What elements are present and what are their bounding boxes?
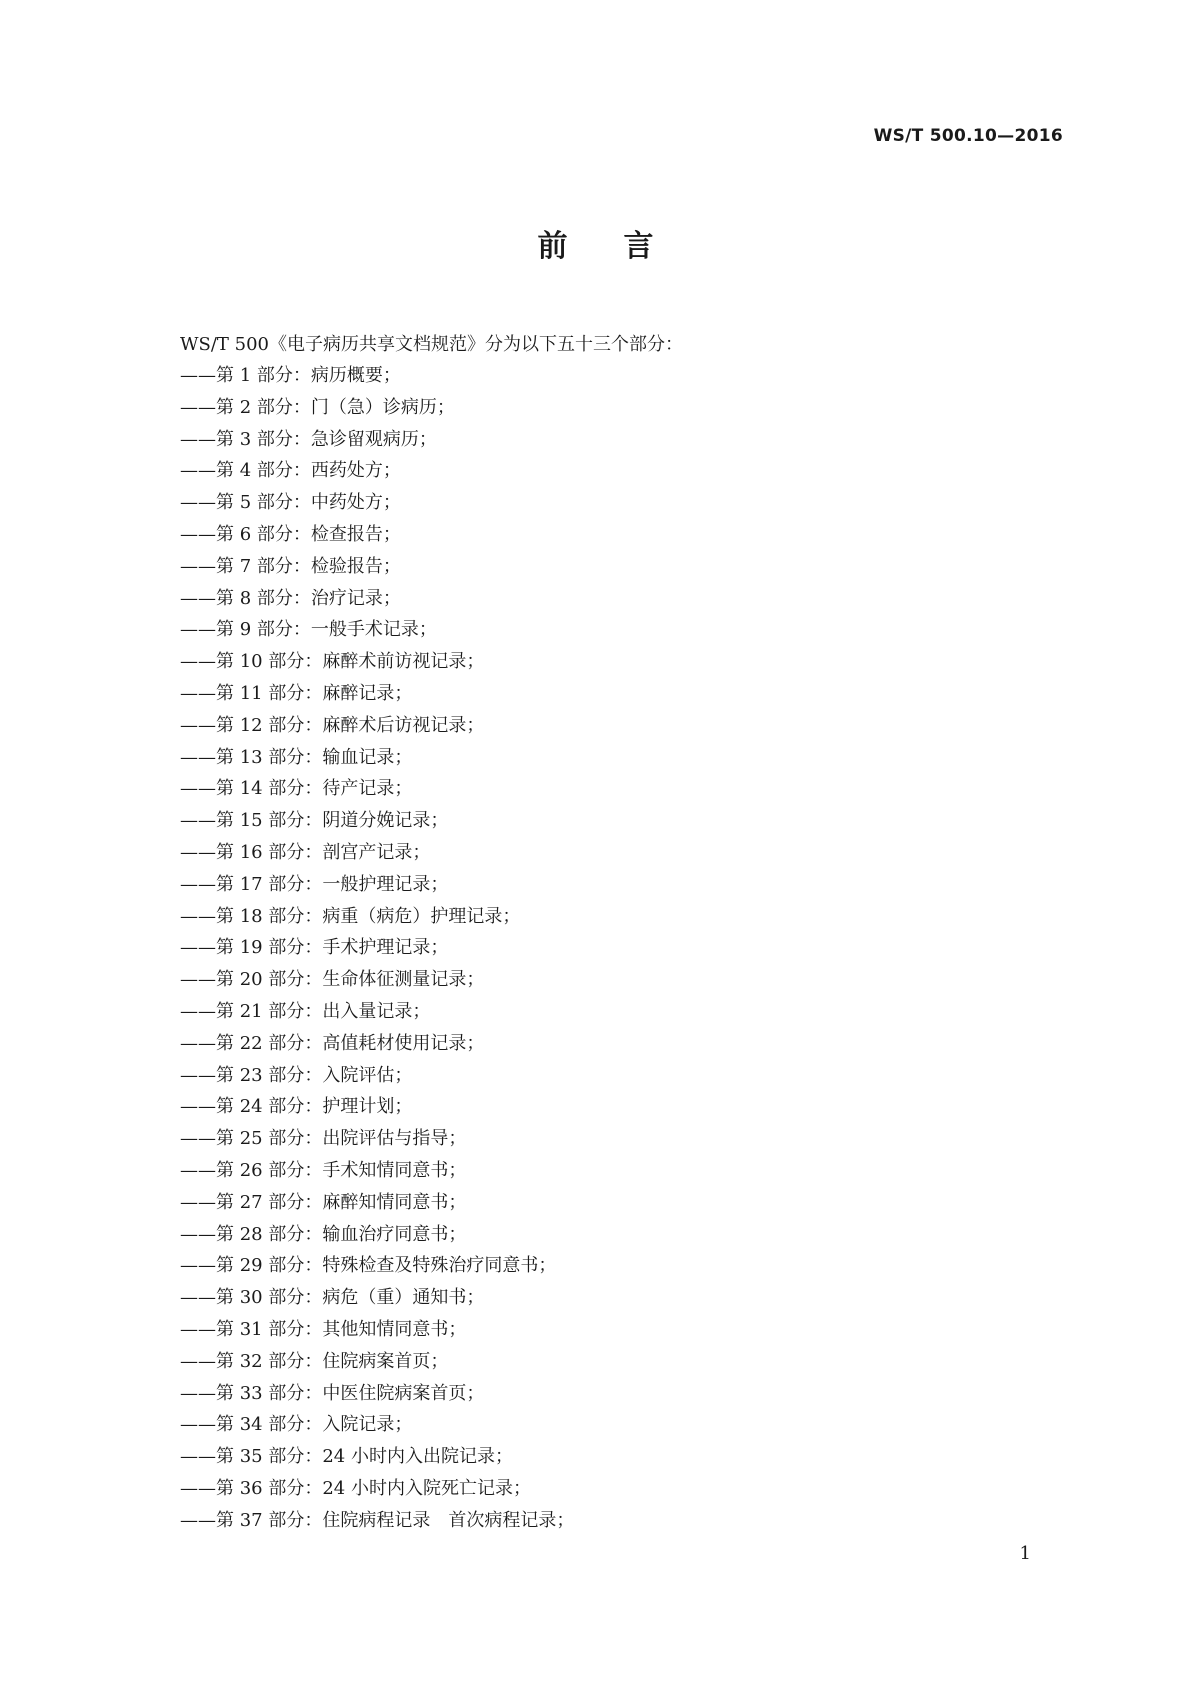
page-title: 前言 — [537, 229, 710, 264]
list-item: ——第 28 部分：输血治疗同意书； — [180, 1223, 467, 1245]
list-item: ——第 34 部分：入院记录； — [180, 1414, 413, 1436]
list-item: ——第 24 部分：护理计划； — [180, 1096, 413, 1118]
list-item: ——第 7 部分：检验报告； — [180, 555, 401, 577]
list-item: ——第 11 部分：麻醉记录； — [180, 682, 413, 704]
list-item: ——第 19 部分：手术护理记录； — [180, 937, 449, 959]
parts-list — [180, 365, 574, 1541]
list-item: ——第 10 部分：麻醉术前访视记录； — [180, 651, 485, 673]
list-item: ——第 17 部分：一般护理记录； — [180, 873, 449, 895]
list-item: ——第 31 部分：其他知情同意书； — [180, 1318, 467, 1340]
list-item: ——第 29 部分：特殊检查及特殊治疗同意书； — [180, 1255, 557, 1277]
list-item: ——第 3 部分：急诊留观病历； — [180, 428, 437, 450]
list-item: ——第 14 部分：待产记录； — [180, 778, 413, 800]
list-item: ——第 32 部分：住院病案首页； — [180, 1350, 449, 1372]
list-item: ——第 27 部分：麻醉知情同意书； — [180, 1191, 467, 1213]
list-item: ——第 9 部分：一般手术记录； — [180, 619, 437, 641]
list-item: ——第 22 部分：高值耗材使用记录； — [180, 1032, 485, 1054]
list-item: ——第 20 部分：生命体征测量记录； — [180, 969, 485, 991]
list-item: ——第 12 部分：麻醉术后访视记录； — [180, 714, 485, 736]
list-item: ——第 26 部分：手术知情同意书； — [180, 1159, 467, 1181]
list-item: ——第 13 部分：输血记录； — [180, 746, 413, 768]
list-item: ——第 23 部分：入院评估； — [180, 1064, 413, 1086]
list-item: ——第 4 部分：西药处方； — [180, 460, 401, 482]
list-item: ——第 16 部分：剖宫产记录； — [180, 841, 431, 863]
list-item: ——第 15 部分：阴道分娩记录； — [180, 810, 449, 832]
list-item: ——第 37 部分：住院病程记录 首次病程记录； — [180, 1509, 575, 1531]
list-item: ——第 6 部分：检查报告； — [180, 523, 401, 545]
list-item: ——第 30 部分：病危（重）通知书； — [180, 1287, 485, 1309]
document-code: WS/T 500.10—2016 — [873, 126, 1063, 146]
list-item: ——第 25 部分：出院评估与指导； — [180, 1128, 467, 1150]
intro-paragraph: WS/T 500《电子病历共享文档规范》分为以下五十三个部分： — [180, 334, 683, 355]
page-number: 1 — [1019, 1543, 1031, 1564]
list-item: ——第 36 部分：24 小时内入院死亡记录； — [180, 1477, 531, 1499]
list-item: ——第 33 部分：中医住院病案首页； — [180, 1382, 485, 1404]
list-item: ——第 35 部分：24 小时内入出院记录； — [180, 1446, 513, 1468]
list-item: ——第 5 部分：中药处方； — [180, 492, 401, 514]
list-item: ——第 18 部分：病重（病危）护理记录； — [180, 905, 521, 927]
list-item: ——第 8 部分：治疗记录； — [180, 587, 401, 609]
list-item: ——第 21 部分：出入量记录； — [180, 1000, 431, 1022]
list-item: ——第 1 部分：病历概要； — [180, 365, 401, 386]
list-item: ——第 2 部分：门（急）诊病历； — [180, 396, 455, 418]
